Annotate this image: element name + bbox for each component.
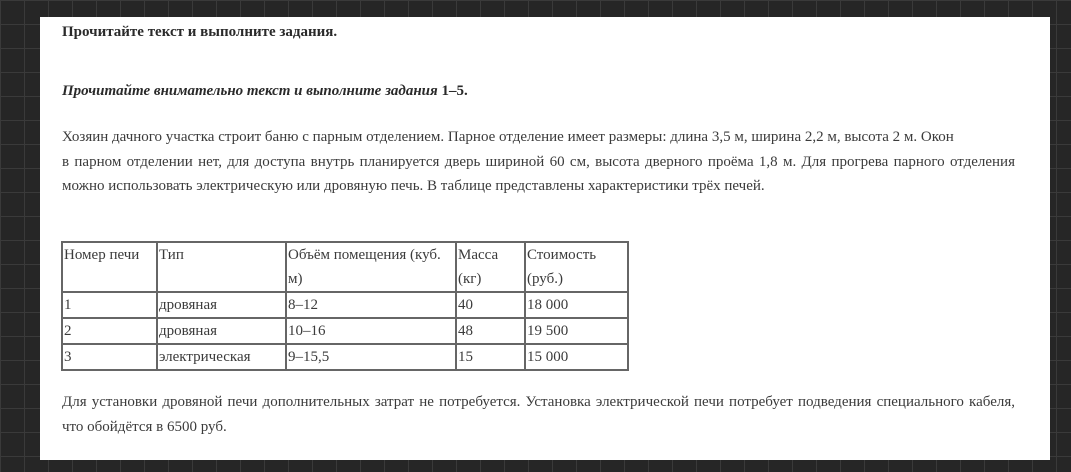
table-cell: 2 — [62, 318, 157, 344]
table-cell: 15 000 — [525, 344, 628, 370]
header-type: Тип — [157, 242, 286, 292]
table-cell: дровяная — [157, 318, 286, 344]
table-cell: 18 000 — [525, 292, 628, 318]
installation-paragraph: Для установки дровяной печи дополнительных затрат не потребуется. Установка электрической печи потребует подведения специального кабеля, что обойдётся в 6500 руб. — [62, 394, 1015, 435]
intro-line-1: Хозяин дачного участка строит баню с парным отделением. Парное отделение имеет размеры: длина 3,5 м, ширина 2,2 м, высота 2 м. Окон — [62, 129, 954, 145]
table-cell: 48 — [456, 318, 525, 344]
document-page — [40, 17, 1050, 460]
stoves-table — [61, 241, 629, 371]
task-subheading-text: Прочитайте внимательно текст и выполните задания — [62, 83, 438, 99]
table-cell: 15 — [456, 344, 525, 370]
table-cell: 8–12 — [286, 292, 456, 318]
header-cost: Стоимость (руб.) — [525, 242, 628, 292]
table-cell: 40 — [456, 292, 525, 318]
intro-line-2: в парном отделении нет, для доступа внутрь планируется дверь шириной 60 см, высота дверного проёма 1,8 м. Для прогрева парного отделения можно использовать электрическую или дровяную печь. В таблице представлены характеристики трёх печей. — [62, 153, 1015, 194]
table-row — [62, 344, 628, 370]
table-cell: 1 — [62, 292, 157, 318]
table-cell: 9–15,5 — [286, 344, 456, 370]
header-room-volume: Объём помещения (куб. м) — [286, 242, 456, 292]
table-row — [62, 318, 628, 344]
header-stove-number: Номер печи — [62, 242, 157, 292]
task-subheading — [62, 83, 468, 100]
table-cell: 10–16 — [286, 318, 456, 344]
table-cell: дровяная — [157, 292, 286, 318]
table-cell: 3 — [62, 344, 157, 370]
table-cell: 19 500 — [525, 318, 628, 344]
table-header-row — [62, 242, 628, 292]
table-cell: электрическая — [157, 344, 286, 370]
table-row — [62, 292, 628, 318]
task-heading: Прочитайте текст и выполните задания. — [62, 24, 338, 40]
intro-paragraph — [62, 125, 1015, 199]
task-range: 1–5. — [441, 83, 468, 99]
header-mass: Масса (кг) — [456, 242, 525, 292]
